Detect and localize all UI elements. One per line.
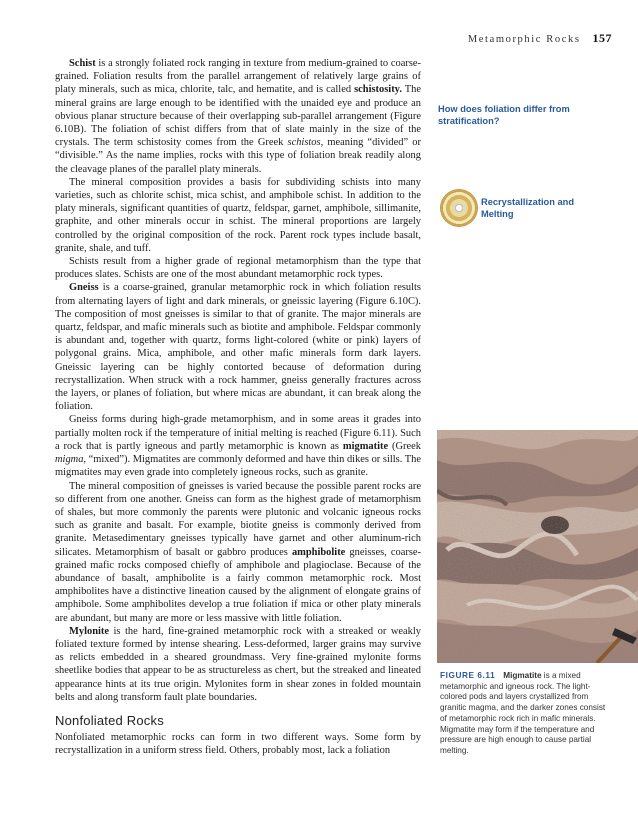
cd-disc-icon[interactable] (441, 190, 477, 226)
paragraph-mylonite: Mylonite is the hard, fine-grained metamorphic rock with a streaked or weakly foliated texture formed by intense shearing. Less-deformed, larger grains may survive as relicts embedded in a sheared groundmass. Very fine-grained mylonite forms sheetlike bodies that appear to be as structureless as chert, but the streaked and lineated appearance hints at its true origin. Mylonites form in shear zones in folded mountain belts and along transform fault plate boundaries. (55, 625, 421, 703)
paragraph-nonfoliated: Nonfoliated metamorphic rocks can form in two different ways. Some form by recrystallization in a uniform stress field. Others, probably most, lack a foliation (55, 732, 421, 757)
running-head-title: Metamorphic Rocks (467, 34, 581, 45)
cd-link-label[interactable]: Recrystallization and Melting (481, 197, 574, 219)
migmatite-photo (437, 430, 638, 663)
main-column (55, 57, 421, 758)
term-schist: Schist (69, 58, 96, 69)
paragraph-gneiss-composition: The mineral composition of gneisses is varied because the possible parent rocks are so different from one another. Gneiss can form as the highest grade of metamorphism of shales, but more commonly the parents were plutonic and volcanic igneous rocks such as granite and basalt. For example, biotite gneiss is commonly derived from granite. Metasedimentary gneisses typically have garnet and other aluminum-rich silicates. Metamorphism of basalt or gabbro produces amphibolite gneisses, coarse-grained mafic rocks composed chiefly of amphibole and plagioclase. Because of the abundance of basalt, amphibolite is a fairly common metamorphic rock. Most amphibolites have a distinctive lineation caused by the alignment of elongate grains of amphibole. Some amphibolites develop a true foliation if mica or other platy minerals are abundant, but many are more or less massive with little foliation. (55, 480, 421, 624)
paragraph-schist: Schist is a strongly foliated rock ranging in texture from medium-grained to coarse-grained. Foliation results from the parallel arrangement of relatively large grains of platy minerals, such as mica, chlorite, talc, and hematite, and is called schistosity. The mineral grains are large enough to be identified with the unaided eye and produce an obvious planar structure because of their overlapping sub-parallel arrangement (Figure 6.10B). The foliation of schist differs from that of slate mainly in the size of the crystals. The term schistosity comes from the Greek schistos, meaning “divided” or “divisible.” As the name implies, rocks with this type of foliation break readily along the cleavage planes of the parallel platy minerals. (55, 58, 421, 175)
figure-label: FIGURE 6.11 (440, 671, 496, 680)
term-amphibolite: amphibolite (291, 546, 346, 558)
term-migmatite: migmatite (342, 440, 389, 452)
figure-term: Migmatite (503, 671, 542, 680)
paragraph-schist-varieties: The mineral composition provides a basis for subdividing schists into many varieties, such as chlorite schist, mica schist, and amphibole schist. In addition to the platy minerals, significant quantities of quartz, feldspar, garnet, amphibole, sillimanite, graphite, and other minerals occur in schist. The mineral proportions are largely controlled by the original composition of the rock. Parent rock types include basalt, granite, shale, and tuff. (55, 176, 421, 254)
section-heading: Nonfoliated Rocks (55, 712, 164, 728)
term-schistosity: schistosity. (354, 84, 402, 96)
term-gneiss: Gneiss (69, 282, 99, 294)
paragraph-gneiss: Gneiss is a coarse-grained, granular metamorphic rock in which foliation results from alternating layers of light and dark minerals, or gneissic layering (Figure 6.10C). The composition of most gneisses is similar to that of granite. The major minerals are quartz, feldspar, and mafic minerals such as biotite and amphibole. Feldspar commonly is abundant and, together with quartz, forms light-colored (white or pink) layers of polygonal grains. Mica, amphibole, and other mafic minerals form dark layers. Gneissic layering can be highly contorted because of deformation during recrystallization. When struck with a rock hammer, gneiss generally fractures across the layers, or planes of foliation, but where micas are abundant, it can break along the foliation. (55, 282, 421, 413)
running-head (468, 31, 612, 46)
paragraph-migmatite: Gneiss forms during high-grade metamorphism, and in some areas it grades into partially molten rock if the temperature of initial melting is reached (Figure 6.11). Such a rock that is partly igneous and partly metamorphic is known as migmatite (Greek migma, “mixed”). Migmatites are commonly deformed and have thin dikes or sills. The migmatites may even grade into completely igneous rocks, such as granite. (55, 414, 421, 479)
page-number: 157 (592, 31, 612, 45)
term-mylonite: Mylonite (69, 625, 110, 637)
migmatite-image (437, 430, 638, 663)
margin-question: How does foliation differ from stratification? (438, 104, 570, 126)
figure-caption (440, 671, 608, 757)
figure-caption-text: is a mixed metamorphic and igneous rock. The light-colored pods and layers crystallized from granitic magma, and the darker zones consist of metamorphic rock rich in mafic minerals. Migmatite may form if the temperature and pressure are high enough to cause partial melting. (440, 671, 606, 755)
paragraph-schist-grade: Schists result from a higher grade of regional metamorphism than the type that produces slates. Schists are one of the most abundant metamorphic rock types. (55, 256, 421, 281)
